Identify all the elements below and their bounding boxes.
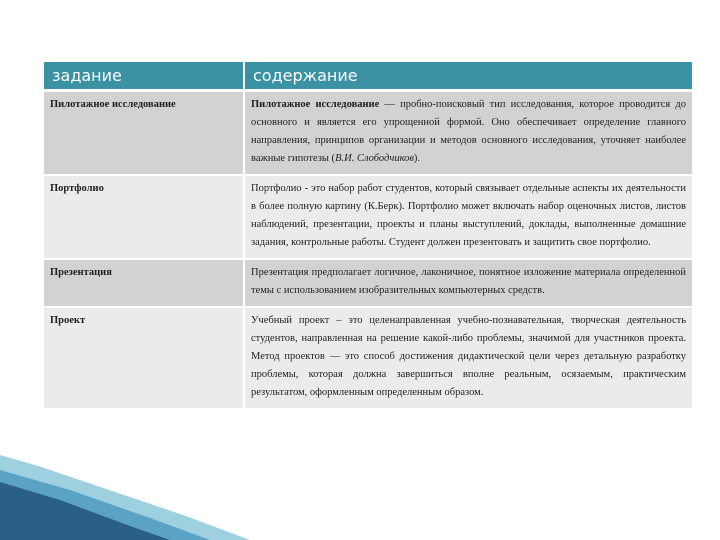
- row-term: Проект: [44, 307, 244, 409]
- row-term: Портфолио: [44, 175, 244, 259]
- content-table: [44, 62, 692, 410]
- table-row: [44, 259, 692, 307]
- description-tail: ).: [413, 153, 421, 164]
- table-row: [44, 175, 692, 259]
- row-term: Презентация: [44, 259, 244, 307]
- header-content: содержание: [244, 62, 692, 91]
- table-row: [44, 307, 692, 409]
- row-description: [244, 91, 692, 176]
- header-task: задание: [44, 62, 244, 91]
- row-description: Портфолио - это набор работ студентов, который связывает отдельные аспекты их деятельности в более полную картину (К.Берк). Портфолио может включать набор оценочных листов, листов наблюдений, презентации, проекты и планы выступлений, доклады, выполненные домашние задания, контрольные работы. Студент должен презентовать и защитить свое портфолио.: [244, 175, 692, 259]
- header-row: [44, 62, 692, 91]
- description-text: — пробно-поисковый тип исследования, которое проводится до основного и является его упрощенной формой. Оно обеспечивает определение главного направления, принципов организации и методов основного исследования, уточняет наиболее важные гипотезы (: [251, 99, 687, 164]
- table-row: [44, 91, 692, 176]
- row-term: Пилотажное исследование: [44, 91, 244, 176]
- description-citation: В.И. Слободчиков: [335, 153, 414, 164]
- description-lead: Пилотажное исследование: [251, 99, 380, 110]
- row-description: Учебный проект – это целенаправленная учебно-познавательная, творческая деятельность студентов, направленная на решение какой-либо проблемы, значимой для участников проекта. Метод проектов — это способ достижения дидактической цели через детальную разработку проблемы, которая должна завершиться вполне реальным, осязаемым, практическим результатом, оформленным определенным образом.: [244, 307, 692, 409]
- row-description: Презентация предполагает логичное, лаконичное, понятное изложение материала определенной темы с использованием изобразительных компьютерных средств.: [244, 259, 692, 307]
